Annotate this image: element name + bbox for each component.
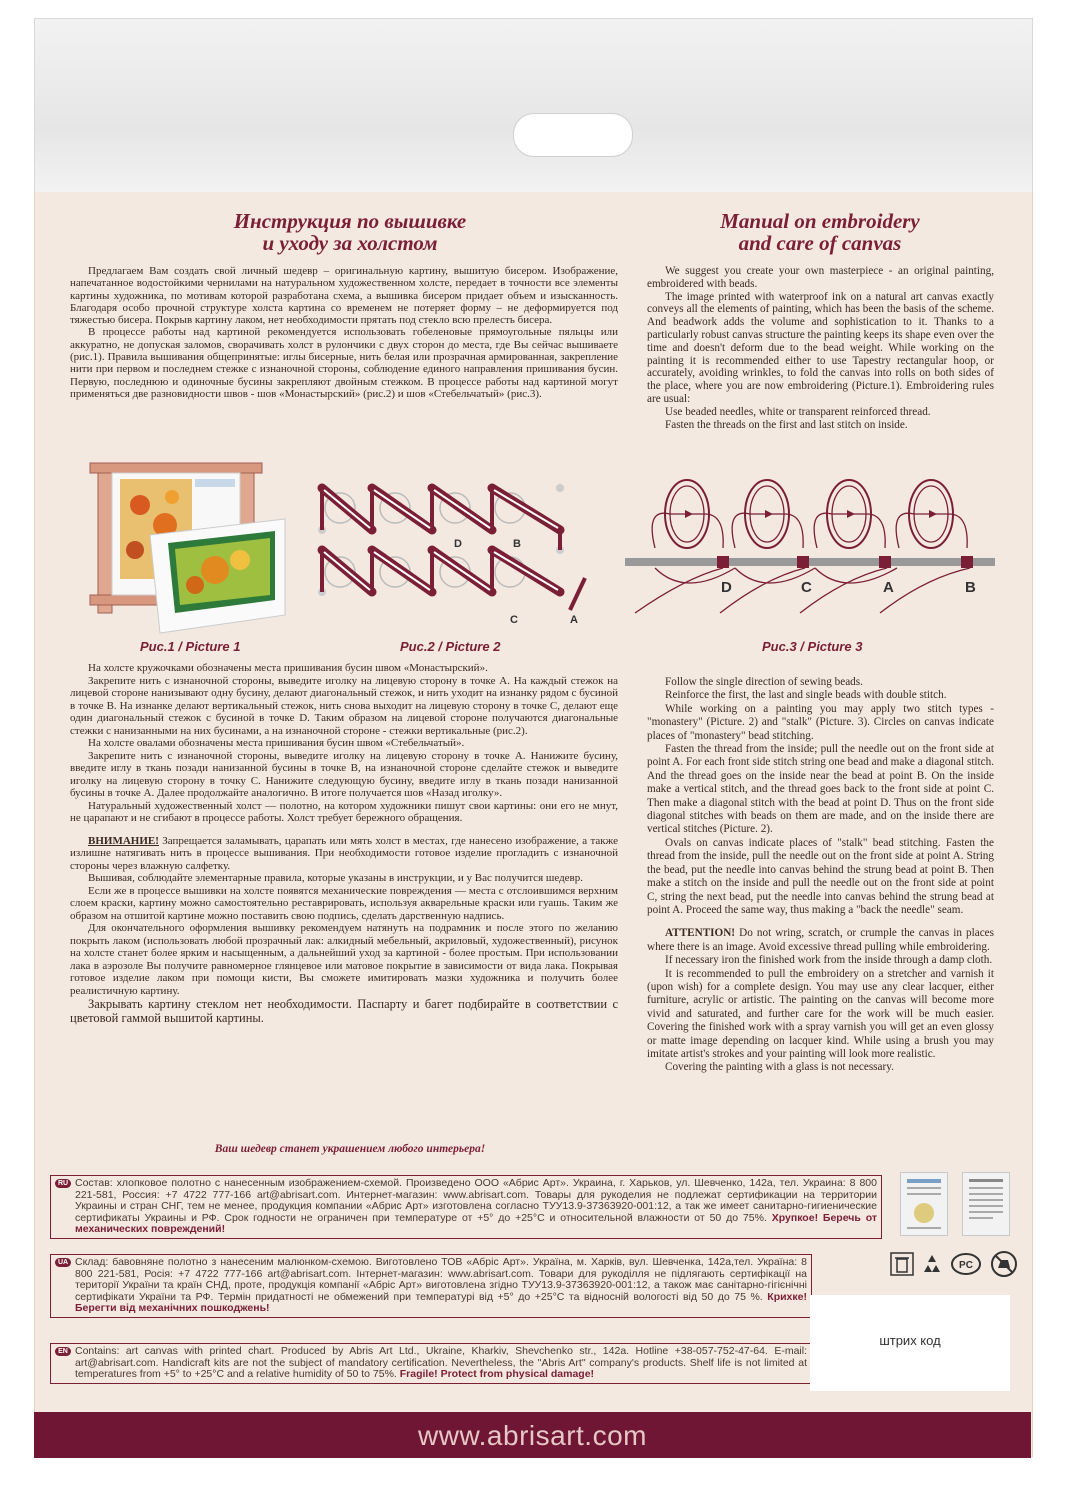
pic3-label-a: A [883,579,894,596]
en-paragraph: Ovals on canvas indicate places of "stalk" bead stitching. Fasten the thread from the inside, pull the needle out on the front side at point A. String the bead, put the needle into canvas behind the strung bead at point B. Then make a stitch on the inside and pull the needle out on the front side at point C, string the next bead, put the needle into canvas behind the strung bead at point A. Proceed the same way, thus making a "back the needle" seam. [647,836,994,916]
en-paragraph: While working on a painting you may apply two stitch types - "monastery" (Picture. 2) and "stalk" (Picture. 3). Circles on canvas indicate places of "monastery" bead stitching. [647,702,994,742]
en-paragraph: The image printed with waterproof ink on a natural art canvas exactly conveys all the elements of painting, which has been the basis of the scheme. And beadwork adds the volume and sophistication to it. Thanks to a particularly robust canvas structure the painting keeps its shape even over the time and doesn't deform due to the bead weight. While working on the painting it is recommended either to use Tapestry rectangular hoop, or accurately, avoiding wrinkles, to fold the canvas into rolls on both sides of the place, where you are now embroidering (Picture.1). Embroidering rules are usual: [647,290,994,405]
en-paragraph: It is recommended to pull the embroidery on a stretcher and varnish it (upon wish) for a complete design. You may use any clear lacquer, either furniture, acrylic or artistic. The painting on the canvas will become more vivid and saturated, and further care for the work will be much easier. Covering the finished work with a spray varnish you will get an even glossy or matte image depending on lacquer kind. While using a brush you may imitate artist's strokes and your painting will look more realistic. [647,967,994,1060]
en-attention-label: ATTENTION! [665,927,736,940]
en-paragraph: Fasten the threads on the first and last stitch on inside. [665,418,908,431]
ru-instructions-text [70,662,618,1025]
en-intro-text [647,265,994,431]
ru-warning [70,835,618,873]
pic3-label-d: D [721,579,732,596]
picture-2-caption: Рис.2 / Picture 2 [400,639,501,654]
ru-paragraph: На холсте кружочками обозначены места пришивания бусин швом «Монастырский». [88,662,488,674]
info-ru-alert: Хрупкое! Беречь от механических повреждений! [75,1211,878,1236]
lang-badge-en: EN [55,1347,71,1356]
info-box-ru [50,1175,882,1239]
info-ru-text: Состав: хлопковое полотно с нанесенным изображением-схемой. Произведено ООО «Абрис Арт». Украина, г. Харьков, ул. Шевченко, 142а, тел. Украина: 8 800 221-581, Россия: +7 4722 777-166 art@abrisart.com. Интернет-магазин: www.abrisart.com. Товары для рукоделия не подлежат сертификации на территории Украины и стран СНГ, тем не менее, продукция компании «Абрис Арт» изготовлена согласно ТУУ13.9-37363920-001:12, а так же имеет санитарно-гигиенические сертификаты Украины и РФ. Срок годности не ограничен при температуре от +5° до +25°С и относительной влажности от 50 до 75%. [75,1177,877,1224]
ru-title [150,210,550,254]
hanger-hole [513,113,633,157]
certificate-thumbnail [962,1172,1010,1236]
pic2-label-c: C [510,614,518,626]
en-title-line1: Manual on embroidery [720,209,920,233]
info-box-ua [50,1254,812,1318]
pic3-label-c: C [801,579,812,596]
info-en-text: Contains: art canvas with printed chart. Produced by Abris Art Ltd., Ukraine, Kharkiv, Shevchenko str., 142a. Hotline +38-057-752-47-64. E-mail: art@abrisart.com. Handicraft kits are not the subject of mandatory certification. Nevertheless, the "Abris Art" company's products. Shelf life is not limited at temperatures from +5° to +25°C and a relative humidity of 50 to 75%. [75,1345,807,1381]
en-instructions-text [647,676,994,1075]
ru-paragraph: Закрывать картину стеклом нет необходимости. Паспарту и багет подбирайте в соответствии с цветовой гаммой вышитой картины. [70,997,618,1025]
ru-slogan: Ваш шедевр станет украшением любого интерьера! [214,1143,486,1155]
en-attention [647,927,994,954]
ru-intro-text [70,265,618,400]
pic3-label-b: B [965,579,976,596]
barcode-area [810,1295,1010,1391]
info-ua-alert: Крихке! Берегти від механічних пошкоджень! [75,1290,807,1315]
pic2-label-a: A [570,614,578,626]
picture-1-caption: Рис.1 / Picture 1 [140,639,241,654]
ru-paragraph: Вышивая, соблюдайте элементарные правила, которые указаны в инструкции, и у Вас получится шедевр. [88,872,584,884]
en-paragraph: Reinforce the first, the last and single beads with double stitch. [665,689,947,702]
lang-badge-ru: RU [55,1179,71,1188]
ru-title-line1: Инструкция по вышивке [233,209,467,233]
no-ironing-icon [990,1250,1018,1278]
ru-paragraph: Если же в процессе вышивки на холсте появятся механические повреждения — места с отслоившимся верхним слоем краски, картину можно самостоятельно реставрировать, используя акварельные краски или гуашь. Таким же образом на отшитой картине можно поставить свою подпись, сделать дарственную надпись. [70,884,618,922]
ru-warning-text: Запрещается заламывать, царапать или мять холст в местах, где нанесено изображение, а также излишне натягивать нить в процессе вышивания. При необходимости готовое изделие прогладить с изнаночной стороны через влажную салфетку. [70,834,618,872]
ru-paragraph: На холсте овалами обозначены места пришивания бусин швом «Стебельчатый». [88,737,465,749]
svg-text:PC: PC [959,1260,973,1271]
ru-paragraph: В процессе работы над картиной рекомендуется использовать гобеленовые прямоугольные пяльцы или аккуратно, не допуская заломов, сворачивать холст в рулончики с двух сторон до места, где Вы сейчас вышиваете (рис.1). Правила вышивания общепринятые: иглы бисерные, нить белая или прозрачная армированная, закрепление нити при первом и последнем стежке с изнаночной стороны, соблюдение единого направления пришивания бусин. Первую, последнюю и одиночные бусины закрепляют двойным стежком. В процессе работы над картиной могут применяться две разновидности швов - шов «Монастырский» (рис.2) и шов «Стебельчатый» (рис.3). [70,326,618,400]
en-paragraph: Use beaded needles, white or transparent reinforced thread. [665,405,931,418]
certificate-thumbnail [900,1172,948,1236]
info-en-alert: Fragile! Protect from physical damage! [399,1368,595,1381]
pct-certification-icon [950,1252,982,1276]
info-ua-text: Склад: бавовняне полотно з нанесеним малюнком-схемою. Виготовлено ТОВ «Абріс Арт». Україна, м. Харків, вул. Шевченка, 142а,тел. Україна: 8 800 221-581, Росія: +7 4722 777-166 art@abrisart.com. Інтернет-магазин: www.abrisart.com. Товари для рукоділля не підлягають сертифікації на території України та країн СНД, проте, продукція компанії «Абріс Арт» виготовлена згідно ТУУ13.9-37363920-001:12, а також має санітарно-гігієнічні сертифікати України та РФ. Термін придатності не обмежений при температурі від +5° до +25°С та відносній вологості від 50 до 75 %. [75,1256,807,1303]
website-url[interactable]: www.abrisart.com [418,1420,647,1451]
footer-bar [34,1412,1031,1458]
en-paragraph: Covering the painting with a glass is not necessary. [665,1061,894,1074]
ru-paragraph: Натуральный художественный холст — полотно, на котором художники пишут свои картины: они его не мнут, не царапают и не сгибают в процессе работы. Холст требует бережного обращения. [70,799,618,824]
en-attention-text: Do not wring, scratch, or crumple the canvas in places where there is an image. Avoid excessive thread pulling while embroidering. [647,927,994,953]
ru-paragraph: Предлагаем Вам создать свой личный шедевр – оригинальную картину, вышитую бисером. Изображение, напечатанное водостойкими чернилами на натуральном художественном холсте, передает в точности все элементы картины художника, по мотивам которой разработана схема, а вышивка бисером придает объем и изысканность. Благодаря особо прочной структуре холста картина со временем не потеряет форму – не деформируется под тяжестью бисера. Покрыв картину лаком, нет необходимости прятать под стекло всю прелесть бисера. [70,265,618,327]
ru-paragraph: Закрепите нить с изнаночной стороны, выведите иголку на лицевую сторону в точке А. Нанижите бусину, введите иглу в ткань позади нанизанной бусины в точке В, на изнаночной стороне сделайте стежок и выведите иголку на лицевую сторону в точку С. Нанижите следующую бусину, введите иглу в ткань позади нанизанной бусины в точке А. Далее продолжайте аналогично. В итоге получается шов «Назад иголку». [70,749,618,799]
ru-warning-label: ВНИМАНИЕ! [88,834,159,847]
picture-2-diagram [310,470,600,630]
ru-paragraph: Закрепите нить с изнаночной стороны, выведите иголку на лицевую сторону в точке А. На каждый стежок на лицевой стороне нанизывают одну бусину, делают диагональный стежок, и нить уходит на изнанку рядом с бусиной в точке В. На изнанке делают вертикальный стежок, нить снова выходит на лицевую сторону в точке С, делают еще один диагональный стежок с бусиной в точке D. Таким образом на лицевой стороне получаются диагональные стежки с нанизанными на них бусинами, а на изнаночной стороне - стежки вертикальные (рис.2). [70,674,618,737]
en-paragraph: If necessary iron the finished work from the inside through a damp cloth. [665,954,993,967]
picture-1-illustration [80,455,295,635]
lang-badge-ua: UA [55,1258,71,1267]
ru-title-line2: и уходу за холстом [262,231,438,255]
en-paragraph: We suggest you create your own masterpiece - an original painting, embroidered with beads. [647,265,994,290]
ru-paragraph: Для окончательного оформления вышивку рекомендуем натянуть на подрамник и после этого по желанию покрыть лаком (использовать любой прозрачный лак: алкидный мебельный, акриловый, художественный), рисунок на холсте станет более ярким и насыщенным, а дальнейший уход за картиной - более простым. При использовании лака в аэрозоле Вы получите равномерное глянцевое или матовое покрытие в зависимости от вида лака. Покрывая готовое изделие лаком при помощи кисти, Вы сможете имитировать мазки художника и получить более реалистичную картину. [70,922,618,997]
pic2-label-b: B [513,538,521,550]
picture-3-caption: Рис.3 / Picture 3 [762,639,863,654]
en-paragraph: Fasten the thread from the inside; pull the needle out on the front side at point A. For each front side stitch string one bead and make a diagonal stitch. And the thread goes on the inside near the bead at point B. On the inside make a vertical stitch, and the thread goes back to the front side at point C. Then make a diagonal stitch with the bead at point D. Thus on the front side diagonal stitches with beads on them are made, and on the inside there are vertical stitches (Picture. 2). [647,743,994,836]
en-title-line2: and care of canvas [738,231,902,255]
en-title [620,210,1020,254]
pic2-label-d: D [454,538,462,550]
en-paragraph: Follow the single direction of sewing beads. [665,676,863,688]
barcode-label: штрих код [879,1333,941,1348]
plastic-hanger-bag [34,18,1033,202]
trash-bin-icon [890,1252,914,1276]
info-box-en [50,1343,812,1384]
recycle-icon [920,1252,944,1276]
picture-3-diagram [625,468,995,628]
